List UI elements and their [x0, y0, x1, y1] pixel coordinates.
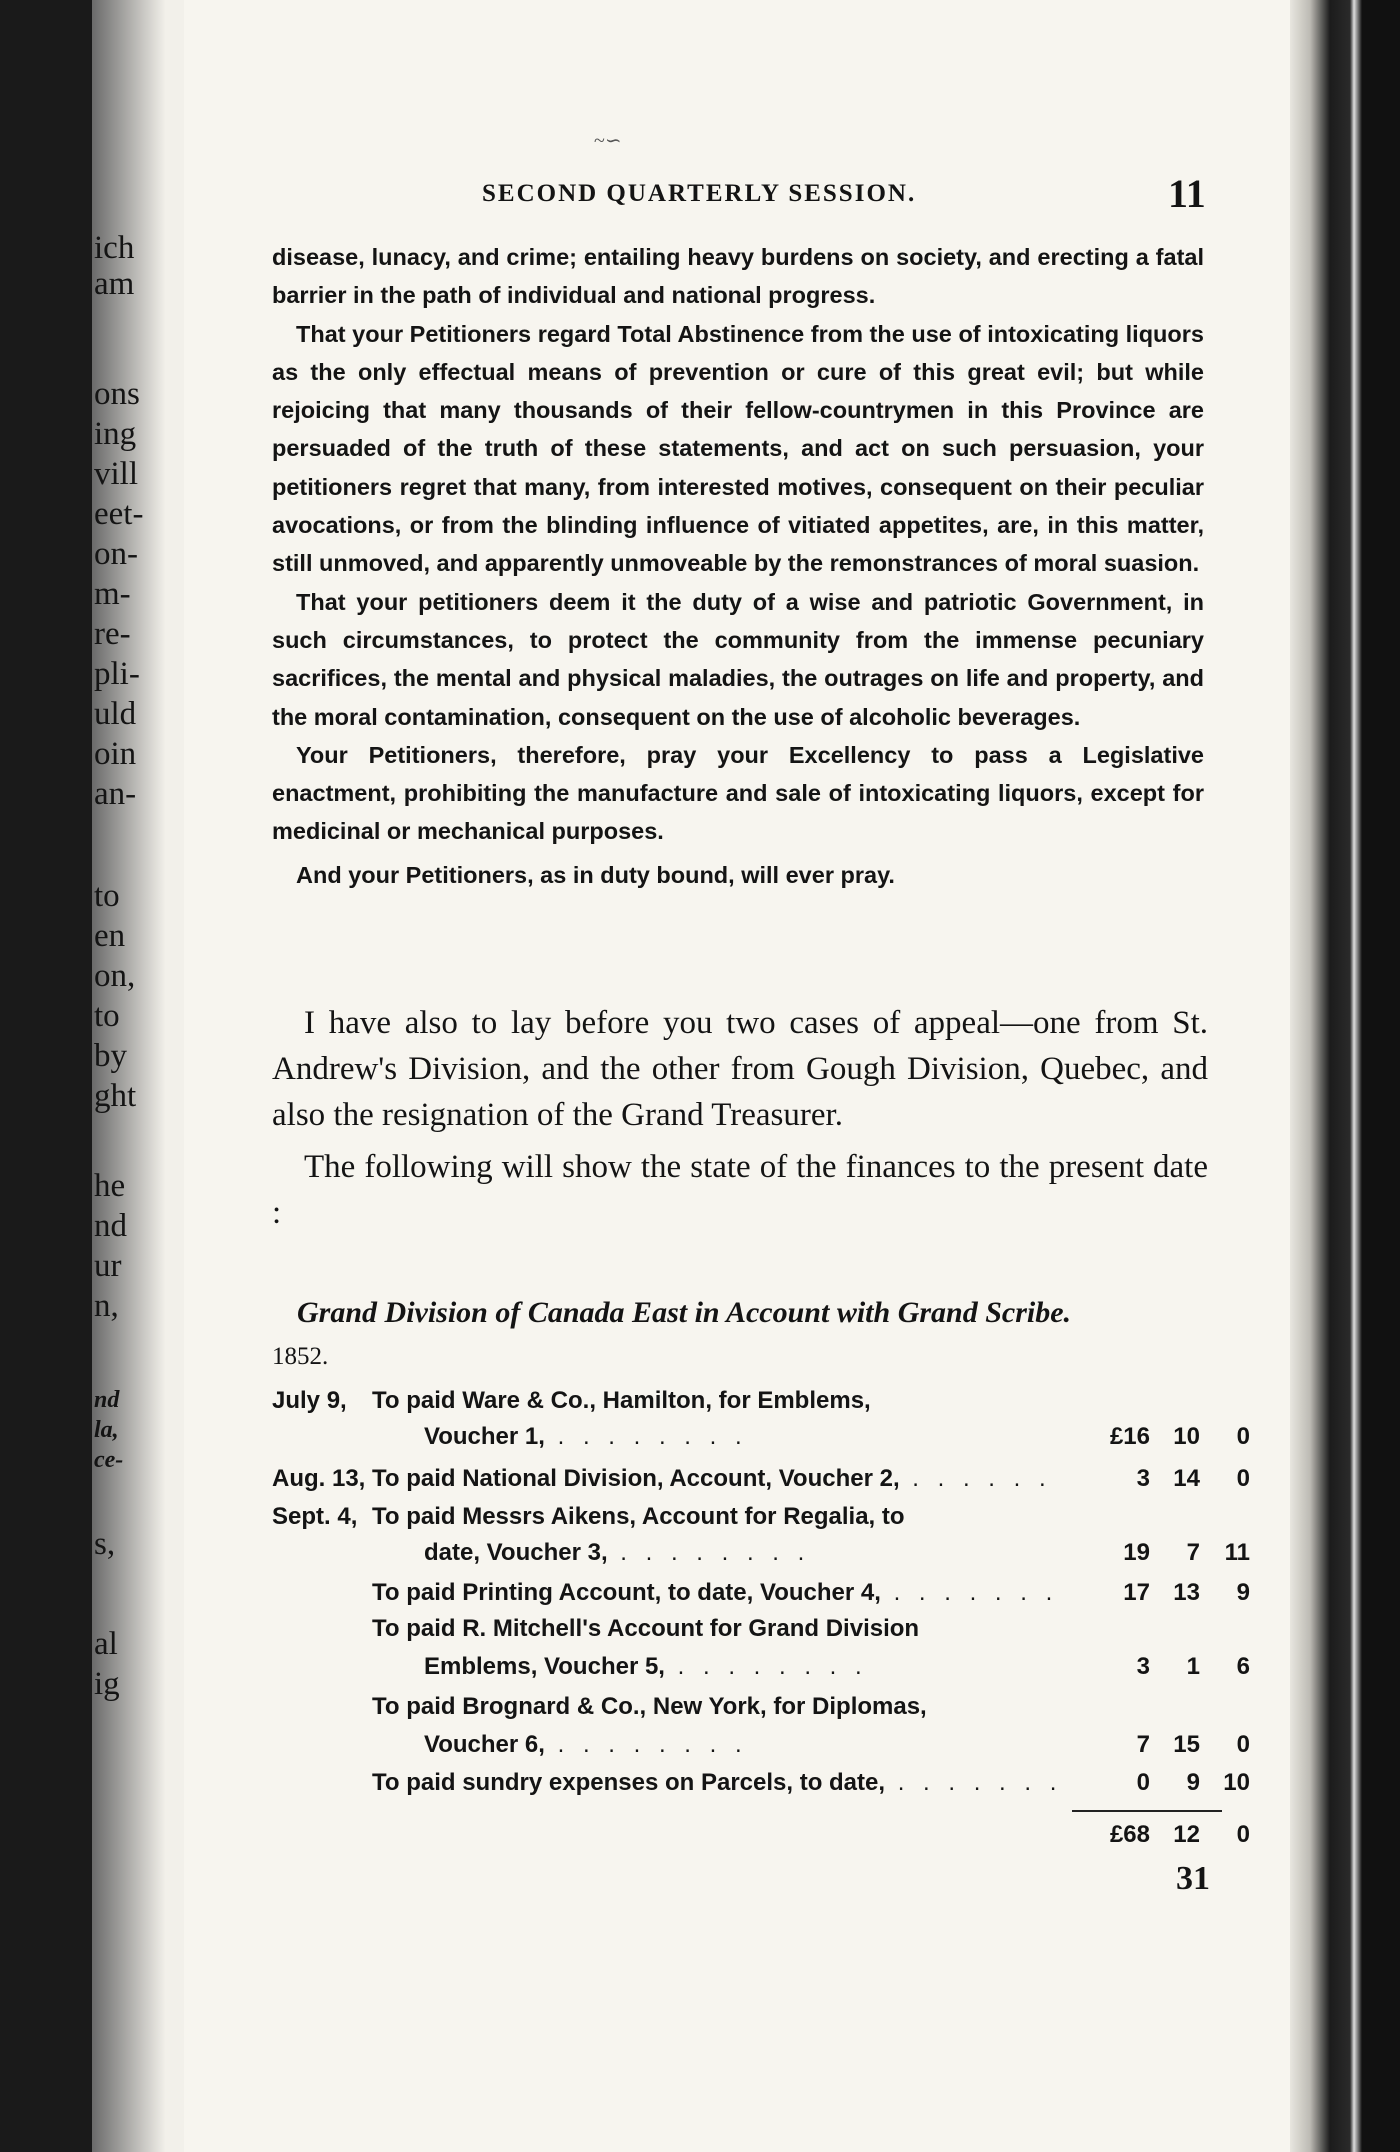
entry-amount	[1072, 1465, 1250, 1493]
facing-fragment: pli-	[94, 656, 140, 692]
narrative-paragraph: The following will show the state of the finances to the present date :	[272, 1149, 1208, 1231]
facing-fragment: ur	[94, 1248, 122, 1284]
petition-paragraph: That your petitioners deem it the duty of a wise and patriotic Government, in such circumstances, to protect the community from the immense pecuniary sacrifices, the mental and physical maladies, the outrages on life and property, and the moral contamination, consequent on the use of alcoholic beverages.	[272, 588, 1204, 730]
facing-fragment: by	[94, 1038, 127, 1074]
facing-fragment: en	[94, 918, 126, 954]
entry-description: To paid Ware & Co., Hamilton, for Emblems,	[372, 1387, 871, 1414]
total-shillings: 12	[1173, 1821, 1200, 1848]
amount-pounds: 7	[1136, 1731, 1150, 1758]
running-head: SECOND QUARTERLY SESSION.	[482, 180, 917, 207]
account-year: 1852.	[272, 1343, 329, 1370]
amount-pence: 10	[1223, 1769, 1250, 1796]
petition-paragraph: That your Petitioners regard Total Abstinence from the use of intoxicating liquors as the only effectual means of prevention or cure of this great evil; but while rejoicing that many thousands of their fellow-countrymen in this Province are persuaded of the truth of these statements, and act on such persuasion, your petitioners regret that many, from interested motives, consequent on their peculiar avocations, or from the blinding influence of vitiated appetites, are, in this matter, still unmoved, and apparently unmoveable by the remonstrances of moral suasion.	[272, 320, 1204, 577]
facing-fragment: an-	[94, 776, 137, 812]
leader-dots: . . . . . . .	[885, 1769, 1063, 1796]
entry-amount	[1072, 1731, 1250, 1759]
facing-fragment: on,	[94, 958, 136, 994]
facing-fragment: nd	[94, 1208, 127, 1244]
leader-dots: . . . . . . . .	[664, 1653, 868, 1680]
total-pence: 0	[1236, 1821, 1250, 1848]
facing-fragment: ght	[94, 1078, 137, 1114]
amount-pence: 0	[1236, 1731, 1250, 1758]
facing-fragment: on-	[94, 536, 138, 572]
entry-amount	[1072, 1579, 1250, 1607]
facing-fragment: s,	[94, 1526, 116, 1562]
leader-dots: . . . . . . . .	[544, 1423, 748, 1450]
facing-fragment: to	[94, 998, 120, 1034]
account-total	[1072, 1821, 1250, 1849]
header-ornament: ~∽	[594, 130, 622, 152]
amount-pounds: 17	[1123, 1579, 1150, 1606]
leader-dots: . . . . . . . .	[607, 1539, 811, 1566]
entry-description-cont: Emblems, Voucher 5, . . . . . . . .	[424, 1653, 868, 1680]
book-page	[92, 0, 1290, 2152]
amount-shillings: 9	[1186, 1769, 1200, 1796]
facing-fragment: ig	[94, 1666, 120, 1702]
narrative-text	[272, 1000, 1208, 1236]
total-rule	[1072, 1810, 1222, 1812]
total-pounds: £68	[1109, 1821, 1150, 1848]
facing-fragment: n,	[94, 1288, 119, 1324]
facing-fragment: al	[94, 1626, 118, 1662]
leader-dots: . . . . . .	[899, 1465, 1052, 1492]
facing-fragment: oin	[94, 736, 137, 772]
facing-fragment: la,	[94, 1417, 119, 1443]
amount-pounds: 3	[1136, 1653, 1150, 1680]
entry-description: To paid Brognard & Co., New York, for Diplomas,	[372, 1693, 927, 1720]
entry-description-cont: Voucher 1, . . . . . . . .	[424, 1423, 748, 1450]
entry-description: To paid National Division, Account, Voucher 2, . . . . . .	[372, 1465, 1052, 1492]
petition-paragraph: disease, lunacy, and crime; entailing heavy burdens on society, and erecting a fatal barrier in the path of individual and national progress.	[272, 244, 1204, 309]
amount-pounds: 19	[1123, 1539, 1150, 1566]
facing-fragment: re-	[94, 616, 131, 652]
entry-amount	[1072, 1769, 1250, 1797]
book-edge	[1290, 0, 1400, 2152]
amount-pence: 11	[1224, 1539, 1250, 1566]
facing-fragment: am	[94, 266, 135, 302]
leader-dots: . . . . . . . .	[544, 1731, 748, 1758]
leader-dots: . . . . . . .	[880, 1579, 1059, 1606]
entry-description-cont: Voucher 6, . . . . . . . .	[424, 1731, 748, 1758]
account-title: Grand Division of Canada East in Account with Grand Scribe.	[297, 1296, 1072, 1329]
facing-fragment: ons	[94, 376, 140, 412]
amount-shillings: 13	[1173, 1579, 1200, 1606]
amount-pounds: £16	[1109, 1423, 1150, 1450]
entry-amount	[1072, 1539, 1250, 1567]
petition-paragraph: Your Petitioners, therefore, pray your Excellency to pass a Legislative enactment, prohibiting the manufacture and sale of intoxicating liquors, except for medicinal or mechanical purposes.	[272, 741, 1204, 845]
amount-shillings: 1	[1186, 1653, 1200, 1680]
facing-fragment: eet-	[94, 496, 144, 532]
amount-pence: 6	[1236, 1653, 1250, 1680]
facing-fragment: m-	[94, 576, 131, 612]
amount-shillings: 7	[1186, 1539, 1200, 1566]
narrative-paragraph: I have also to lay before you two cases of appeal—one from St. Andrew's Division, and the other from Gough Division, Quebec, and also the resignation of the Grand Treasurer.	[272, 1005, 1208, 1133]
facing-fragment: ing	[94, 416, 137, 452]
amount-pounds: 3	[1136, 1465, 1150, 1492]
facing-page-edge	[92, 0, 184, 2152]
petition-closing: And your Petitioners, as in duty bound, will ever pray.	[296, 861, 895, 888]
amount-pence: 0	[1236, 1465, 1250, 1492]
petition-text	[272, 238, 1204, 894]
entry-description: To paid Printing Account, to date, Voucher 4, . . . . . . .	[372, 1579, 1059, 1606]
entry-amount	[1072, 1423, 1250, 1451]
amount-shillings: 15	[1173, 1731, 1200, 1758]
amount-pounds: 0	[1136, 1769, 1150, 1796]
entry-date: Sept. 4,	[272, 1503, 358, 1530]
facing-fragment: ce-	[94, 1447, 124, 1473]
entry-description-cont: date, Voucher 3, . . . . . . . .	[424, 1539, 811, 1566]
entry-description: To paid Messrs Aikens, Account for Regalia, to	[372, 1503, 905, 1530]
entry-description: To paid R. Mitchell's Account for Grand Division	[372, 1615, 920, 1642]
facing-fragment: uld	[94, 696, 137, 732]
page-number: 11	[1168, 171, 1206, 216]
entry-amount	[1072, 1653, 1250, 1681]
entry-description: To paid sundry expenses on Parcels, to date, . . . . . . .	[372, 1769, 1063, 1796]
amount-pence: 0	[1236, 1423, 1250, 1450]
amount-shillings: 10	[1173, 1423, 1200, 1450]
facing-fragment: to	[94, 878, 120, 914]
amount-pence: 9	[1236, 1579, 1250, 1606]
facing-fragment: vill	[94, 456, 139, 492]
facing-fragment: nd	[94, 1387, 120, 1413]
entry-date: Aug. 13,	[272, 1465, 366, 1492]
facing-fragment: he	[94, 1168, 126, 1204]
entry-date: July 9,	[272, 1387, 347, 1414]
amount-shillings: 14	[1173, 1465, 1200, 1492]
catchword: 31	[1176, 1860, 1210, 1897]
facing-fragment: ich	[94, 230, 135, 266]
